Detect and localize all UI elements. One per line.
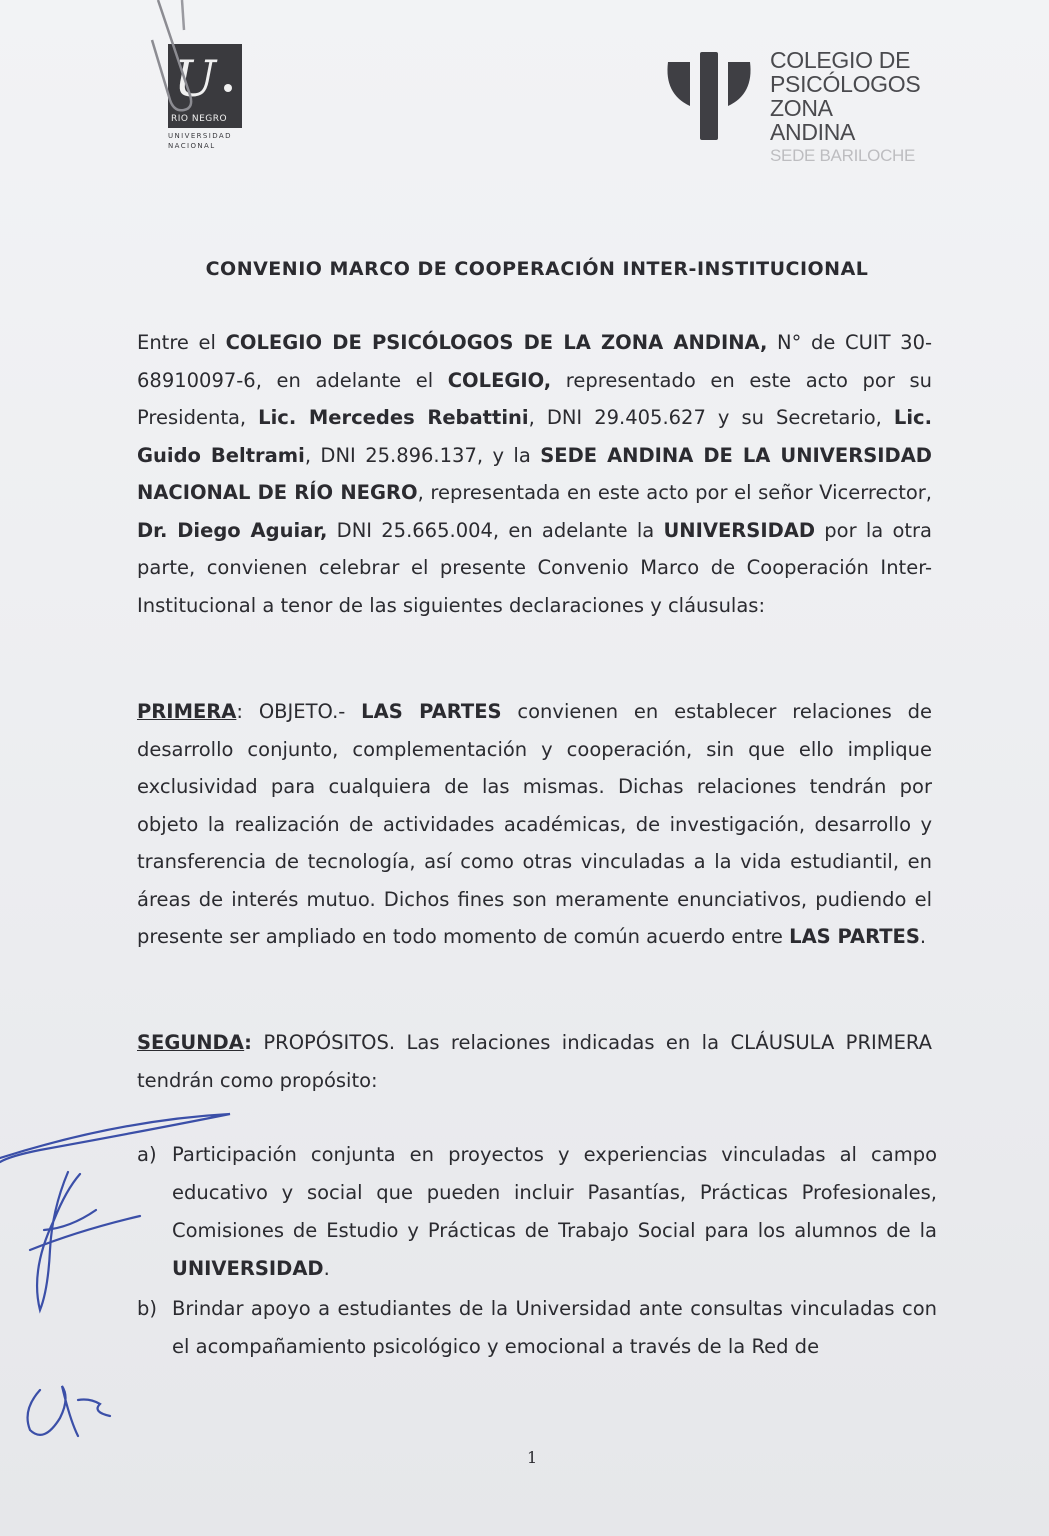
bold-run: SEDE ANDINA DE LA UNIVERSIDAD NACIONAL DE RÍO NEGRO [137, 443, 932, 504]
text-run: Brindar apoyo a estudiantes de la Universidad ante consultas vinculadas con el acompañamiento psicológico y emocional a través de la Red de [172, 1297, 937, 1358]
text-run: , DNI 29.405.627 y su Secretario, [528, 406, 894, 429]
text-run: DNI 25.665.004, en adelante la [327, 518, 664, 542]
clause-segunda [137, 1024, 932, 1099]
colegio-logo-line4: SEDE BARILOCHE [770, 146, 916, 165]
unrn-logo-dot [224, 84, 232, 92]
bold-run: COLEGIO DE PSICÓLOGOS DE LA ZONA ANDINA, [225, 331, 768, 354]
document-title: CONVENIO MARCO DE COOPERACIÓN INTER-INSTITUCIONAL [205, 258, 869, 280]
text-run: . [919, 925, 927, 948]
text-run: , DNI 25.896.137, y la [304, 443, 541, 467]
text-run: Entre el [137, 331, 226, 354]
text-run: representado en este acto por su Presidenta, [137, 368, 932, 429]
unrn-logo-line2: UNIVERSIDAD [168, 132, 232, 140]
text-run: . [323, 1257, 330, 1280]
bold-run: LAS PARTES [789, 925, 920, 948]
bold-run: Dr. Diego Aguiar, [137, 518, 328, 542]
unrn-logo-line3: NACIONAL [168, 142, 216, 150]
handwritten-signature [0, 1100, 240, 1460]
psi-symbol-icon [664, 48, 754, 144]
bold-run: : [244, 1031, 252, 1054]
list-item [137, 1290, 937, 1366]
text-run: Participación conjunta en proyectos y experiencias vinculadas al campo educativo y social que pueden incluir Pasantías, Prácticas Profesionales, Comisiones de Estudio y Prácticas de Trabajo Social para los alumnos de la [172, 1143, 937, 1242]
clause-label: SEGUNDA [137, 1031, 245, 1054]
bold-run: UNIVERSIDAD [663, 518, 816, 542]
intro-paragraph [137, 324, 932, 624]
bold-run: LAS PARTES [361, 700, 502, 723]
bold-run: COLEGIO, [447, 368, 552, 392]
bold-run: Lic. Mercedes Rebattini [258, 406, 529, 429]
unrn-logo-mark: U [174, 50, 217, 108]
text-run: por la otra parte, convienen celebrar el presente Convenio Marco de Cooperación Inter-Institucional a tenor de las siguientes declaraciones y cláusulas: [137, 518, 932, 617]
clause-primera [137, 693, 932, 956]
colegio-logo-line1: COLEGIO DE [770, 47, 911, 73]
list-marker: b) [137, 1297, 157, 1320]
text-run: : OBJETO.- [236, 700, 362, 723]
unrn-logo-line1: RIO NEGRO [171, 114, 228, 124]
list-marker: a) [137, 1143, 157, 1166]
text-run: N° de CUIT 30-68910097-6, en adelante el [137, 331, 933, 392]
text-run: PROPÓSITOS. Las relaciones indicadas en la CLÁUSULA PRIMERA tendrán como propósito: [137, 1031, 932, 1092]
page-number: 1 [527, 1448, 538, 1467]
paper-clip-icon [150, 0, 210, 120]
colegio-logo-line3: ZONA ANDINA [770, 95, 856, 145]
purposes-list [137, 1136, 937, 1368]
list-item [137, 1136, 937, 1288]
colegio-psicologos-logo [664, 44, 921, 165]
clause-label: PRIMERA [137, 700, 237, 723]
bold-run: UNIVERSIDAD [172, 1257, 324, 1280]
text-run: convienen en establecer relaciones de desarrollo conjunto, complementación y cooperación, sin que ello implique exclusividad para cualquiera de las mismas. Dichas relaciones tendrán por objeto la realización de actividades académicas, de investigación, desarrollo y transferencia de tecnología, así como otras vinculadas a la vida estudiantil, en áreas de interés mutuo. Dichos fines son meramente enunciativos, pudiendo el presente ser ampliado en todo momento de común acuerdo entre [137, 700, 932, 948]
colegio-logo-line2: PSICÓLOGOS [770, 71, 921, 97]
text-run: , representada en este acto por el señor Vicerrector, [417, 481, 932, 504]
bold-run: Lic. Guido Beltrami [137, 406, 932, 467]
